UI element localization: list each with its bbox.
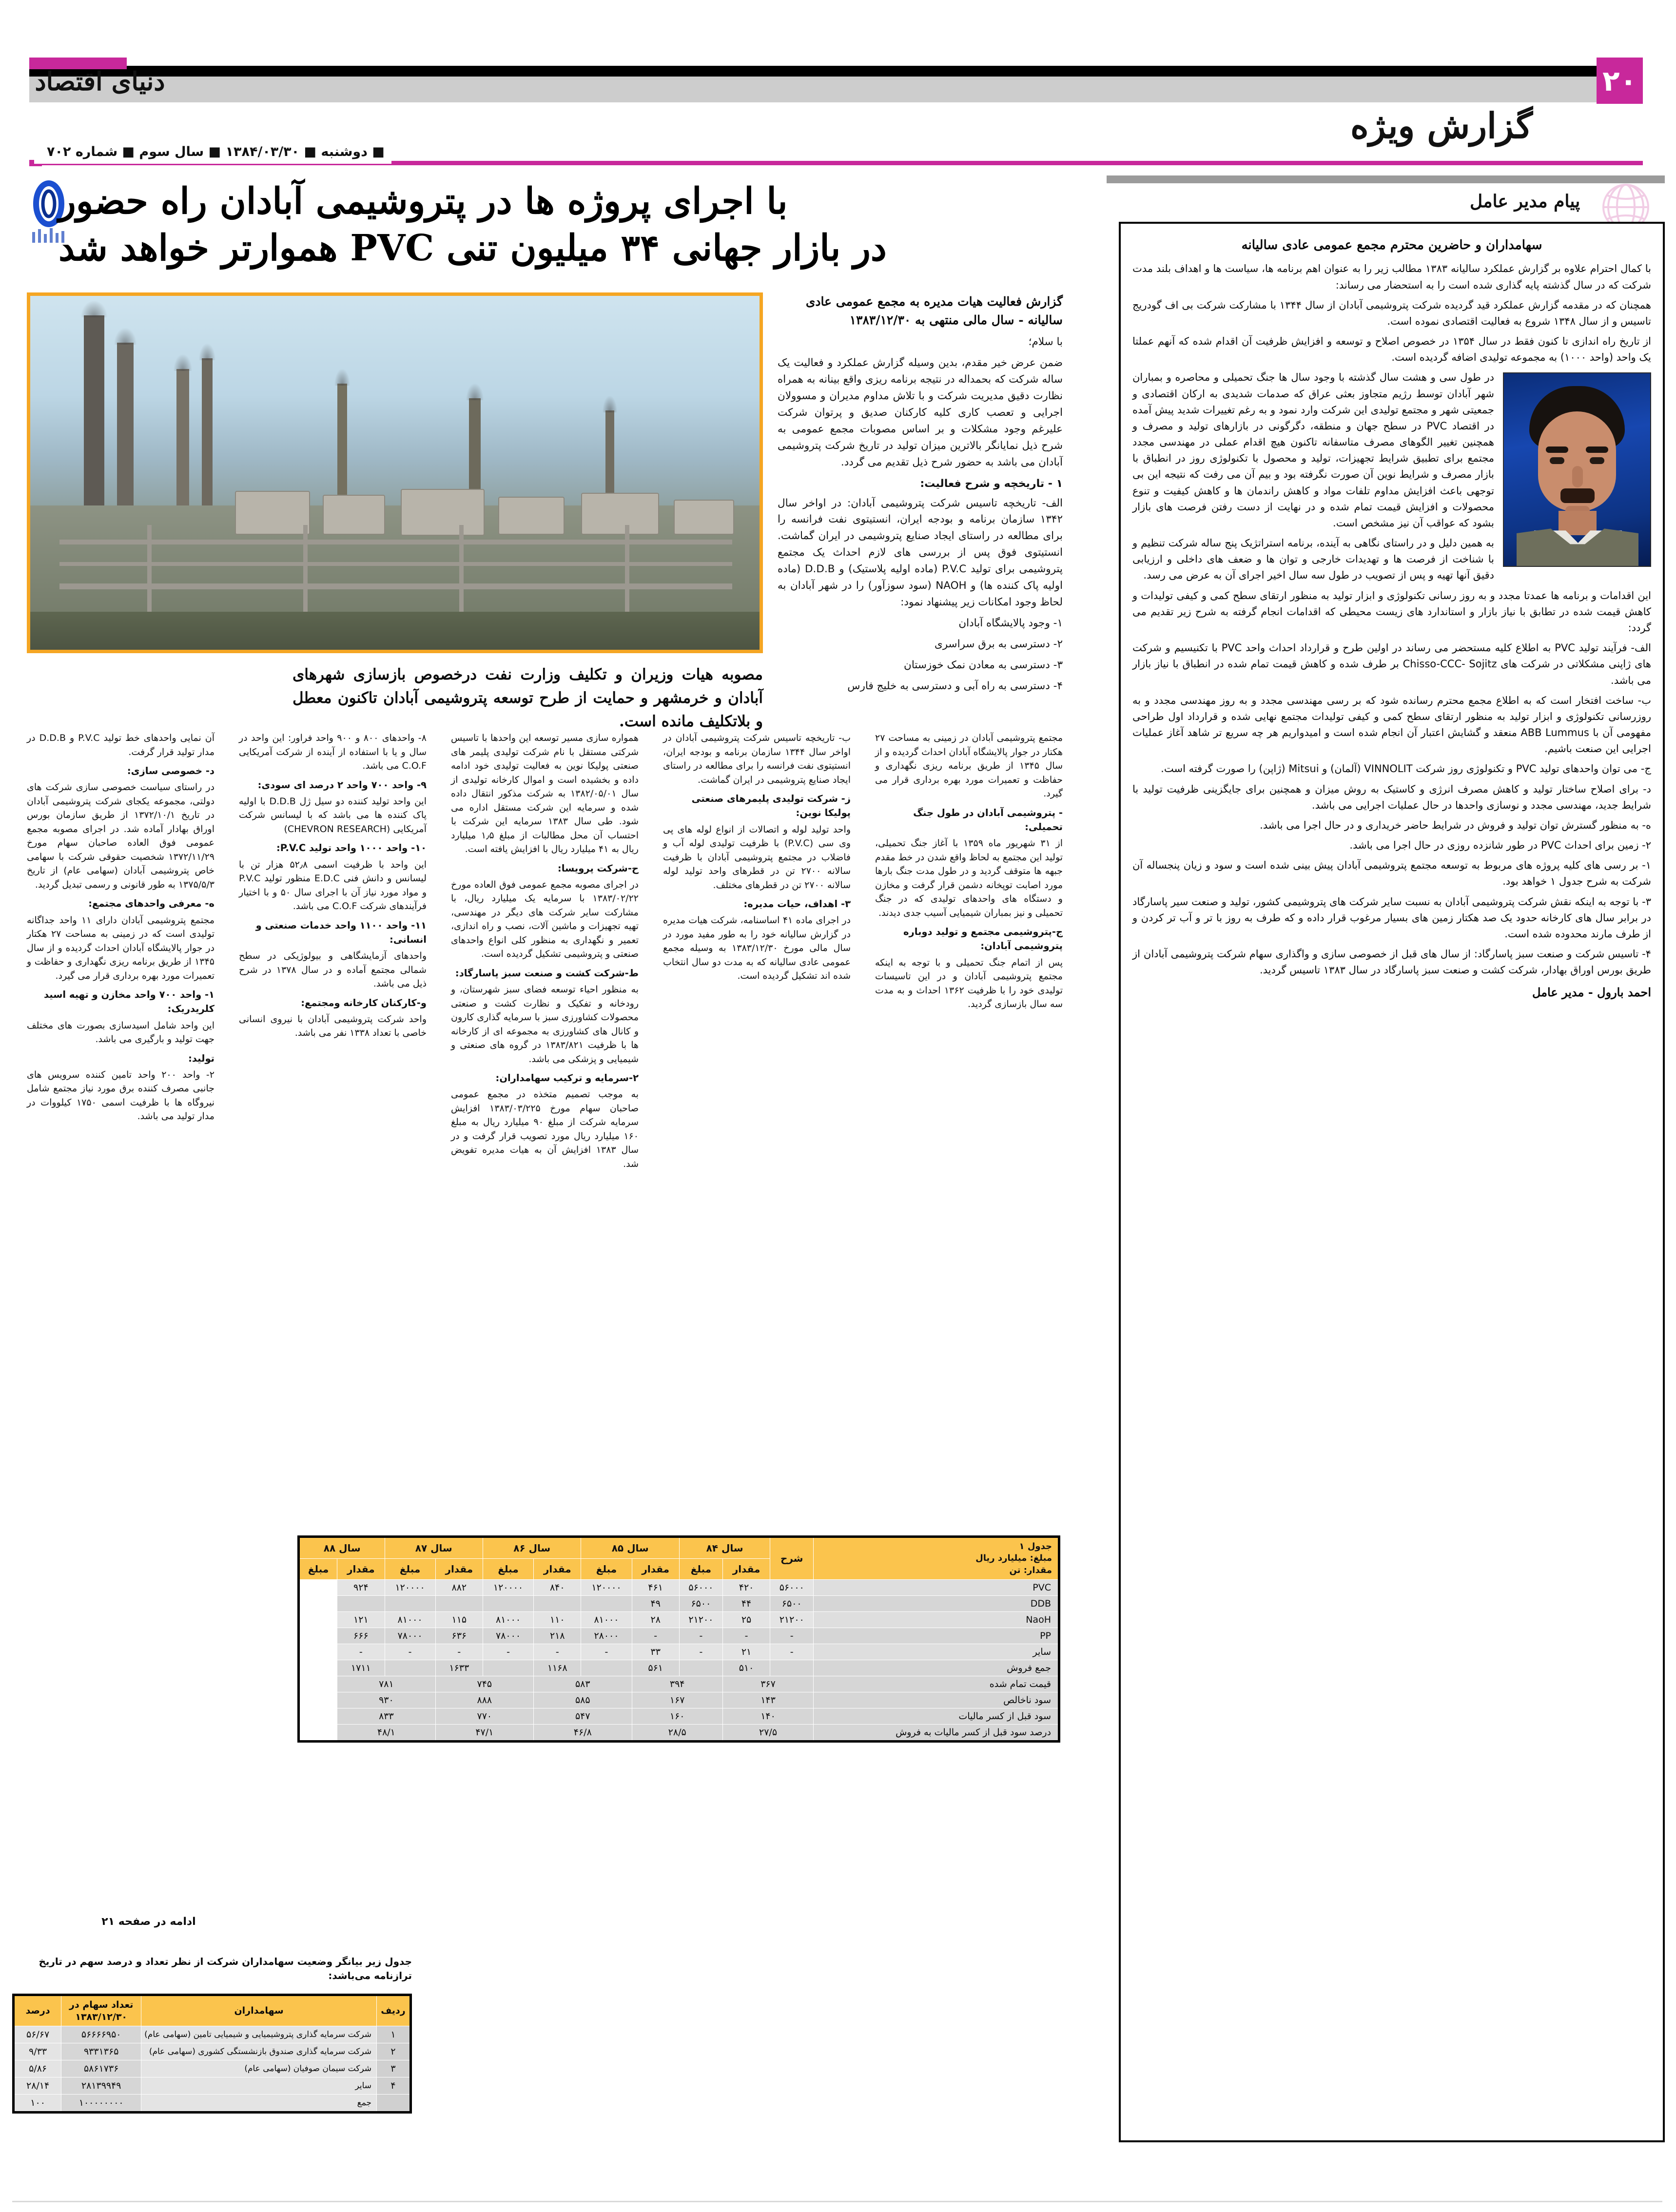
share-percent: ۱۰۰ bbox=[14, 2095, 61, 2113]
cell: - bbox=[581, 1644, 632, 1660]
table1-year-2: سال ۸۶ bbox=[483, 1537, 581, 1559]
lead-paragraph-1: ضمن عرض خیر مقدم، بدین وسیله گزارش عملکرد و فعالیت یک ساله شرکت که بحمداله در نتیجه برنامه ریزی واقع بینانه به همراه نظارت دقیق مدیریت شرکت و با تلاش مداوم مدیران و مسوولان اجرایی و تعصب کاری کلیه کارکنان صدیق و پرتوان شرکت علیرغم وجود مشکلات و بر اساس مصوبات مجمع عمومی به شرح ذیل نمایانگر بالاترین میزان تولید در تاریخ شرکت پتروشیمی آبادان می باشد به حضور شرح ذیل تقدیم می گردد. bbox=[778, 356, 1063, 468]
shareholder-name: شرکت سرمایه گذاری پتروشیمیایی و شیمیایی تامین (سهامی عام) bbox=[141, 2026, 377, 2043]
table1-caption bbox=[814, 1537, 1059, 1580]
row-index: ۴ bbox=[377, 2077, 411, 2095]
cell: ۱۱۶۸ bbox=[534, 1660, 581, 1676]
cell: ۱۲۰۰۰۰ bbox=[385, 1579, 435, 1595]
col2-text-1: واحد تولید لوله و اتصالات از انواع لوله های پی وی سی (P.V.C) با ظرفیت تولیدی لوله آب و فاضلاب در مجتمع پتروشیمی آبادان با ظرفیت سالانه ۲۷۰۰ تن در قطرهای واحد تولید لوله سالانه ۲۷۰۰ تن در قطرهای مختلف. bbox=[663, 824, 851, 891]
article-columns bbox=[27, 731, 1063, 1511]
cell bbox=[435, 1595, 483, 1611]
cell: ۷۸۰۰۰ bbox=[483, 1628, 533, 1644]
col5-head-3: ۱- واحد ۷۰۰ واحد مخازن و تهیه اسید کلریدریک: bbox=[44, 989, 214, 1015]
cell: ۲۱۲۰۰ bbox=[770, 1611, 814, 1628]
row-index: ۲ bbox=[377, 2043, 411, 2060]
cell: - bbox=[722, 1628, 770, 1644]
cell: ۷۴۵ bbox=[435, 1676, 533, 1692]
row-label: NaoH bbox=[814, 1611, 1059, 1628]
cell: ۲۸/۵ bbox=[632, 1724, 722, 1741]
share-count: ۲۸۱۳۹۹۴۹ bbox=[61, 2077, 141, 2095]
cell: - bbox=[679, 1644, 722, 1660]
share-percent: ۹/۳۳ bbox=[14, 2043, 61, 2060]
cell: ۶۳۶ bbox=[435, 1628, 483, 1644]
cell bbox=[385, 1660, 435, 1676]
cell: ۴۹ bbox=[632, 1595, 679, 1611]
row-index: ۱ bbox=[377, 2026, 411, 2043]
cell: ۸۴۰ bbox=[534, 1579, 581, 1595]
cell: ۱۴۰ bbox=[722, 1708, 813, 1724]
table-total-row bbox=[14, 2095, 411, 2113]
table-row bbox=[14, 2060, 411, 2077]
col5-text-3: این واحد شامل اسیدسازی بصورت های مختلف جهت تولید و بارگیری می باشد. bbox=[27, 1020, 214, 1045]
table-row bbox=[14, 2026, 411, 2043]
ceo-paragraph: ب- ساخت افتخار است که به اطلاع مجمع محترم رسانده شود که بر رسی مهندسی مجدد و به روز مهندسی مجدد و به روزرسانی تکنولوژی و ابزار تولید به منظور ارتقای سطح کمی و کیفی تولیدات مجتمع نهایی شده و قرارداد اول طراحی مفهومی آن با ABB Lummus منعقد و گشایش اعتبار آن انجام شده است و امیدواریم هر چه سریع تر شاهد آغاز عملیات اجرایی این صنعت باشیم. bbox=[1132, 694, 1651, 755]
cell: ۱۶۰ bbox=[632, 1708, 722, 1724]
subhead-qty-3: مقدار bbox=[435, 1559, 483, 1580]
ceo-paragraph: ه- به منظور گسترش توان تولید و فروش در شرایط حاضر خریداری و در حال اجرا می باشد. bbox=[1260, 819, 1651, 831]
col4-text-3: واحدهای آزمایشگاهی و بیولوژیکی در سطح شمالی مجتمع آماده و در سال ۱۳۷۸ در شرح ذیل می باشد. bbox=[239, 951, 427, 989]
row-label: درصد سود قبل از کسر مالیات به فروش bbox=[814, 1724, 1059, 1741]
row-label: جمع فروش bbox=[814, 1660, 1059, 1676]
share-percent: ۲۸/۱۴ bbox=[14, 2077, 61, 2095]
lead-bullet-2: ۲- دسترسی به برق سراسری bbox=[934, 638, 1063, 651]
row-label: PP bbox=[814, 1628, 1059, 1644]
cell: - bbox=[679, 1628, 722, 1644]
ceo-paragraph: ۱- بر رسی های کلیه پروژه های مربوط به توسعه مجتمع پتروشیمی آبادان پیش بینی شده است و سود و زیان پنجساله آن شرکت به شرح جدول ۱ خواهد بود. bbox=[1132, 859, 1651, 888]
cell bbox=[337, 1595, 385, 1611]
cell: - bbox=[337, 1644, 385, 1660]
ceo-message-body bbox=[1132, 261, 1651, 978]
cell: ۴۴ bbox=[722, 1595, 770, 1611]
table-row bbox=[299, 1579, 1059, 1595]
col5-text-0: آن نمایی واحدهای خط تولید P.V.C و D.D.B در مدار تولید قرار گرفت. bbox=[27, 733, 214, 757]
subhead-qty-0: مقدار bbox=[722, 1559, 770, 1580]
col2-text-0: ب- تاریخچه تاسیس شرکت پتروشیمی آبادان در اواخر سال ۱۳۴۴ سازمان برنامه و بودجه ایران، انستیتوی نفت فرانسه را برای مطالعه در راستای ایجاد صنایع پتروشیمی در ایران گماشت. bbox=[663, 733, 851, 785]
cell: ۲۸۰۰۰ bbox=[581, 1628, 632, 1644]
ceo-portrait-photo bbox=[1503, 372, 1651, 567]
financial-projection-table bbox=[297, 1535, 1060, 1743]
lead-column bbox=[778, 292, 1063, 699]
ceo-paragraph: ۳- با توجه به اینکه نقش شرکت پتروشیمی آبادان به نسبت سایر شرکت های پتروشیمی کشور، تولید و صنعت سیر پاسارگاد در برابر سال های کارخانه حدود یک صد هکتار زمین های بسیار مرغوب قرار داده و که طرف به روز با تر و آب تر کردن و از طرف مارند محدوده شده است. bbox=[1132, 895, 1651, 940]
th-index: ردیف bbox=[377, 1995, 411, 2026]
col4-head-3: ۱۱- واحد ۱۱۰۰ واحد خدمات صنعتی و انسانی: bbox=[255, 919, 427, 945]
table-summary-row bbox=[299, 1692, 1059, 1708]
col3-text-0: همواره سازی مسیر توسعه این واحدها با تاسیس شرکتی مستقل با نام شرکت تولیدی پلیمر های صنعتی پولیکا نوین به فعالیت تولیدی خود ادامه داده و بخشیده است و اموال کارخانه تولیدی از سال ۱۳۸۲/۰۵/۰۱ به شرکت مذکور انتقال داده شده و سرمایه این شرکت مستقل اداره می شود. طی سال ۱۳۸۳ سرمایه این شرکت با احتساب آن محل مطالبات از مبلغ ۱٫۵ میلیارد ریال به ۴۱ میلیارد ریال با افزایش یافته است. bbox=[451, 733, 639, 854]
subhead-amt-0: مبلغ bbox=[679, 1559, 722, 1580]
ceo-signature: احمد بارول - مدیر عامل bbox=[1532, 985, 1651, 1000]
shareholders-table bbox=[12, 1994, 412, 2114]
col1-text-1: از ۳۱ شهریور ماه ۱۳۵۹ با آغاز جنگ تحمیلی، تولید این مجتمع به لحاظ واقع شدن در خط مقدم جبهه ها متوقف گردید و در طول مدت جنگ بارها مورد اصابت توپخانه دشمن قرار گرفت و مخازن و دستگاه های واحدهای تولیدی که در جنگ تحمیلی و نیز بمباران شیمیایی آسیب جدی دیدند. bbox=[875, 838, 1063, 918]
shareholder-name: شرکت سرمایه گذاری صندوق بازنشستگی کشوری (سهامی عام) bbox=[141, 2043, 377, 2060]
share-count: ۵۸۶۱۷۳۶ bbox=[61, 2060, 141, 2077]
table-row bbox=[299, 1628, 1059, 1644]
cell bbox=[679, 1660, 722, 1676]
row-label: قیمت تمام شده bbox=[814, 1676, 1059, 1692]
col4-text-2: این واحد با ظرفیت اسمی ۵۲٫۸ هزار تن با لیسانس و دانش فنی E.D.C منظور تولید P.V.C و مواد مورد نیاز آن با اجرای سال ۵۰ و با اختیار فرآیندهای شرکت C.O.F می باشد. bbox=[239, 859, 427, 912]
ceo-paragraph: این اقدامات و برنامه ها عمدتا مجدد و به روز رسانی تکنولوژی و ابزار تولید به منظور ارتقای سطح کمی و کیفی تولیدات و کاهش قیمت شده در تطابق با نیاز بازار و استاندارد های زیست محیطی که اقدامات انجام گرفته به شرح زیر تقدیم می گردد: bbox=[1132, 589, 1651, 634]
cell: ۹۳۰ bbox=[337, 1692, 435, 1708]
lead-greeting: با سلام؛ bbox=[1028, 336, 1063, 348]
col1-text-2: پس از اتمام جنگ تحمیلی و با توجه به اینکه مجتمع پتروشیمی آبادان و در این تاسیسات تولیدی خود را با ظرفیت ۱۳۶۲ احداث و به مدت سه سال بازسازی گردید. bbox=[875, 957, 1063, 1009]
cell: - bbox=[483, 1644, 533, 1660]
cell: ۸۱۰۰۰ bbox=[385, 1611, 435, 1628]
headline-line-1: با اجرای پروژه ها در پتروشیمی آبادان راه حضور bbox=[58, 180, 788, 222]
cell: ۵۴۷ bbox=[534, 1708, 632, 1724]
cell: ۴۷/۱ bbox=[435, 1724, 533, 1741]
cell: - bbox=[534, 1644, 581, 1660]
col5-head-4: تولید: bbox=[188, 1052, 214, 1064]
hero-photo-caption: مصوبه هیات وزیران و تکلیف وزارت نفت درخصوص بازسازی شهرهای آبادان و خرمشهر و حمایت از طرح توسعه پتروشیمی آبادان تاکنون معطل و بلاتکلیف مانده است. bbox=[292, 666, 763, 731]
row-index bbox=[377, 2095, 411, 2113]
cell: ۸۱۰۰۰ bbox=[581, 1611, 632, 1628]
table1-year-3: سال ۸۷ bbox=[385, 1537, 483, 1559]
cell: ۲۸ bbox=[632, 1611, 679, 1628]
table1-units-2: مقدار: تن bbox=[1009, 1565, 1052, 1575]
col3-text-2: به منظور احیاء توسعه فضای سبز شهرستان، و رودخانه و تفکیک و نظارت کشت و صنعتی محصولات کشاورزی سبز با سرمایه گذاری کارون و کانال های کشاورزی به مجموعه ای از کارخانه ها با ظرفیت ۱۳۸۳/۸۲۱ در گروه های صنعتی و شیمیایی و پزشکی می باشد. bbox=[451, 984, 639, 1065]
subhead-qty-1: مقدار bbox=[632, 1559, 679, 1580]
row-label: DDB bbox=[814, 1595, 1059, 1611]
article-column-3 bbox=[451, 731, 639, 1175]
paper-logo: دنیای اقتصاد bbox=[35, 67, 165, 97]
col3-head-2: ط-شرکت کشت و صنعت سبز پاسارگاد: bbox=[455, 967, 639, 979]
table-row bbox=[299, 1595, 1059, 1611]
cell bbox=[385, 1595, 435, 1611]
table-row bbox=[14, 2077, 411, 2095]
cell: - bbox=[770, 1628, 814, 1644]
col3-head-1: ح-شرکت پرویسا: bbox=[557, 862, 639, 874]
table-header-row-years bbox=[299, 1537, 1059, 1559]
ceo-paragraph: د- برای اصلاح ساختار تولید و کاهش مصرف انرژی و کاستیک به روش میزان و همچنین برای جایگزینی ظرفیت تولید با شرایط جدید، مهندسی مجدد و نوسازی واحدها در حال عملیات اجرایی می باشد. bbox=[1132, 783, 1651, 811]
continued-on-page-note: ادامه در صفحه ۲۱ bbox=[101, 1916, 196, 1928]
cell: ۵۶۱ bbox=[632, 1660, 679, 1676]
cell: ۱۷۱۱ bbox=[337, 1660, 385, 1676]
ceo-panel-topbar bbox=[1107, 175, 1665, 183]
col5-head-1: د- خصوصی سازی: bbox=[127, 765, 214, 776]
cell: ۱۱۵ bbox=[435, 1611, 483, 1628]
ceo-paragraph: الف- فرآیند تولید PVC به اطلاع کلیه مستحضر می رساند در اولین طرح و قرارداد احداث واحد PVC با تکنیسیم و شرکت های ژاپنی مشکلاتی در شرکت های Chisso-CCC- Sojitz بر طرف شده و کاهش قیمت تمام شده در انطباق با نیاز بازار می باشد. bbox=[1132, 642, 1651, 686]
share-count: ۵۶۶۶۶۹۵۰ bbox=[61, 2026, 141, 2043]
shareholder-name: شرکت سیمان صوفیان (سهامی عام) bbox=[141, 2060, 377, 2077]
table1-desc-header: شرح bbox=[770, 1537, 814, 1580]
shareholders-table-intro: جدول زیر بیانگر وضعیت سهامداران شرکت از نظر تعداد و درصد سهم در تاریخ ترازنامه می‌باشد: bbox=[39, 1956, 412, 1981]
cell: ۸۳۳ bbox=[337, 1708, 435, 1724]
col1-head-1: - پتروشیمی آبادان در طول جنگ تحمیلی: bbox=[913, 807, 1063, 833]
article-column-5 bbox=[27, 731, 214, 1128]
cell: ۵۸۳ bbox=[534, 1676, 632, 1692]
dateline: ■ دوشنبه ■ ۱۳۸۴/۰۳/۳۰ ■ سال سوم ■ شماره ۷۰۲ bbox=[34, 144, 391, 164]
subhead-qty-2: مقدار bbox=[534, 1559, 581, 1580]
cell: ۲۵ bbox=[722, 1611, 770, 1628]
row-label: سود ناخالص bbox=[814, 1692, 1059, 1708]
cell bbox=[483, 1660, 533, 1676]
cell: ۳۶۷ bbox=[722, 1676, 813, 1692]
cell: - bbox=[385, 1644, 435, 1660]
cell: - bbox=[770, 1644, 814, 1660]
col5-head-2: ه- معرفی واحدهای مجتمع: bbox=[88, 898, 214, 910]
page-bottom-rule bbox=[12, 2201, 1662, 2202]
cell: ۲۱۲۰۰ bbox=[679, 1611, 722, 1628]
article-column-1 bbox=[875, 731, 1063, 1016]
cell: ۴۶۱ bbox=[632, 1579, 679, 1595]
cell: ۶۵۰۰ bbox=[770, 1595, 814, 1611]
article-column-2 bbox=[663, 731, 851, 988]
table-row bbox=[14, 2043, 411, 2060]
share-count: ۱۰۰۰۰۰۰۰۰ bbox=[61, 2095, 141, 2113]
cell bbox=[534, 1595, 581, 1611]
subhead-amt-4: مبلغ bbox=[299, 1559, 337, 1580]
cell: ۱۲۰۰۰۰ bbox=[581, 1579, 632, 1595]
table-row bbox=[299, 1611, 1059, 1628]
col1-text-0: مجتمع پتروشیمی آبادان در زمینی به مساحت ۲۷ هکتار در جوار پالایشگاه آبادان احداث گردیده و از سال ۱۳۴۵ از طریق برنامه ریزی نگهداری و حفاظت و تعمیرات مورد بهره برداری قرار می گیرد. bbox=[875, 733, 1063, 799]
th-percent: درصد bbox=[14, 1995, 61, 2026]
col4-text-0: ۸- واحدهای ۸۰۰ و ۹۰۰ واحد فراور: این واحد در سال و یا با استفاده از آینده از شرکت آمریکایی C.O.F می باشد. bbox=[239, 733, 427, 771]
subhead-amt-3: مبلغ bbox=[385, 1559, 435, 1580]
table-summary-row bbox=[299, 1724, 1059, 1741]
cell: ۱۲۰۰۰۰ bbox=[483, 1579, 533, 1595]
lead-bullet-3: ۳- دسترسی به معادن نمک خوزستان bbox=[904, 659, 1063, 672]
table-header-row bbox=[14, 1995, 411, 2026]
lead-subhead-1: ۱ - تاریخچه و شرح فعالیت: bbox=[920, 477, 1063, 490]
cell: ۱۱۰ bbox=[534, 1611, 581, 1628]
article-column-4 bbox=[239, 731, 427, 1045]
table-summary-row bbox=[299, 1676, 1059, 1692]
ceo-paragraph: با کمال احترام علاوه بر گزارش عملکرد سالیانه ۱۳۸۳ مطالب زیر را به عنوان اهم برنامه ها، سیاست ها و اهداف بلند مدت شرکت که در سال گذشته پایه گذاری شده است را به استحضار می رساند: bbox=[1132, 263, 1651, 291]
col3-text-1: در اجرای مصوبه مجمع عمومی فوق العاده مورخ ۱۳۸۳/۰۲/۲۲ با سرمایه یک میلیارد ریال، با مشارکت سایر شرکت های دیگر در مهندسی، تهیه تجهیزات و ماشین آلات، نصب و راه اندازی، تعمیر و نگهداری به منظور کلی انواع واحدهای صنعتی و پتروشیمی تشکیل گردیده است. bbox=[451, 879, 639, 960]
cell: ۶۵۰۰ bbox=[679, 1595, 722, 1611]
lead-bullet-4: ۴- دسترسی به راه آبی و دسترسی به خلیج فارس bbox=[847, 680, 1063, 693]
cell: ۲۱۸ bbox=[534, 1628, 581, 1644]
row-index: ۳ bbox=[377, 2060, 411, 2077]
cell: ۱۶۷ bbox=[632, 1692, 722, 1708]
col5-text-2: مجتمع پتروشیمی آبادان دارای ۱۱ واحد جداگانه تولیدی است که در زمینی به مساحت ۲۷ هکتار در جوار پالایشگاه آبادان احداث گردیده و از سال ۱۳۴۵ از طریق برنامه ریزی نگهداری و حفاظت و تعمیرات مورد بهره برداری قرار می گیرد. bbox=[27, 914, 215, 981]
masthead-black-bar bbox=[29, 66, 1643, 77]
share-percent: ۵۶/۶۷ bbox=[14, 2026, 61, 2043]
share-count: ۹۳۳۱۳۶۵ bbox=[61, 2043, 141, 2060]
lead-subbody-1: الف- تاریخچه تاسیس شرکت پتروشیمی آبادان: در اواخر سال ۱۳۴۲ سازمان برنامه و بودجه ایران، انستیتوی نفت فرانسه را برای مطالعه در راستای ایجاد صنایع پتروشیمی در ایران گماشت. انستیتوی فوق پس از بررسی های لازم احداث یک مجتمع پتروشیمی برای تولید P.V.C (ماده اولیه پلاستیک) و D.D.B (ماده اولیه پاک کننده ها) و NAOH (سود سوزآور) را در شهر آبادان به لحاظ وجود امکانات زیر پیشنهاد نمود: bbox=[778, 497, 1063, 609]
ceo-paragraph: ج- می توان واحدهای تولید PVC و تکنولوژی روز شرکت VINNOLIT (آلمان) و Mitsui (ژاپن) را صورت گرفته است. bbox=[1161, 763, 1651, 775]
table-summary-row bbox=[299, 1708, 1059, 1724]
cell: ۵۸۵ bbox=[534, 1692, 632, 1708]
shareholder-name: سایر bbox=[141, 2077, 377, 2095]
th-shareholder: سهامداران bbox=[141, 1995, 377, 2026]
row-label: سود قبل از کسر مالیات bbox=[814, 1708, 1059, 1724]
ceo-paragraph: از تاریخ راه اندازی تا کنون فقط در سال ۱۳۵۴ در خصوص اصلاح و توسعه و افزایش ظرفیت آن اقدام شده که آنهم عملتا یک واحد (واحد ۱۰۰۰) به مجموعه تولیدی اضافه گردیده است. bbox=[1132, 335, 1651, 364]
table-row bbox=[299, 1660, 1059, 1676]
cell: ۱۲۱ bbox=[337, 1611, 385, 1628]
cell: - bbox=[632, 1628, 679, 1644]
cell bbox=[581, 1660, 632, 1676]
cell: ۵۱۰ bbox=[722, 1660, 770, 1676]
ceo-paragraph: ۴- تاسیس شرکت و صنعت سبز پاسارگاد: از سال های قبل از خصوصی سازی و واگذاری سهام شرکت پتروشیمی آبادان از طریق بورس اوراق بهادار، شرکت کشت و صنعت سبز پاسارگاد در سال ۱۳۸۳ تاسیس گردید. bbox=[1132, 948, 1651, 976]
col4-text-1: این واحد تولید کننده دو سیل ژل D.D.B با اولیه پاک کننده ها می باشد که با لیسانس شرکت آمریکایی (CHEVRON RESEARCH) bbox=[239, 796, 427, 834]
cell: ۳۳ bbox=[632, 1644, 679, 1660]
share-percent: ۵/۸۶ bbox=[14, 2060, 61, 2077]
cell: ۷۸۱ bbox=[337, 1676, 435, 1692]
main-headline bbox=[58, 178, 1063, 272]
col4-text-4: واحد شرکت پتروشیمی آبادان با نیروی انسانی خاصی با تعداد ۱۳۳۸ نفر می باشد. bbox=[239, 1013, 427, 1039]
subhead-amt-2: مبلغ bbox=[483, 1559, 533, 1580]
table-row bbox=[299, 1644, 1059, 1660]
cell bbox=[581, 1595, 632, 1611]
cell bbox=[483, 1595, 533, 1611]
cell: ۲۷/۵ bbox=[722, 1724, 813, 1741]
page-section-title: گزارش ویژه bbox=[1350, 105, 1533, 146]
cell: ۴۸/۱ bbox=[337, 1724, 435, 1741]
ceo-paragraph: به همین دلیل و در راستای نگاهی به آینده، برنامه استراتژیک پنج ساله شرکت تنظیم و با شناخت از فرصت ها و تهدیدات خارجی و توان ها و ضعف های داخلی و ارزیابی دقیق آنها تهیه و پس از تصویب در طول سه سال اخیر اجرای آن به عرض می رسد. bbox=[1132, 537, 1494, 582]
cell: ۷۸۰۰۰ bbox=[385, 1628, 435, 1644]
cell bbox=[770, 1660, 814, 1676]
lead-bullet-1: ۱- وجود پالایشگاه آبادان bbox=[958, 617, 1063, 630]
col2-head-2: ۳- اهداف، حیات مدیره: bbox=[743, 898, 851, 910]
col4-head-1: ۹- واحد ۷۰۰ واحد ۲ درصد ای سودی: bbox=[257, 779, 427, 791]
cell: ۲۱ bbox=[722, 1644, 770, 1660]
table1-year-1: سال ۸۵ bbox=[581, 1537, 679, 1559]
col5-text-1: در راستای سیاست خصوصی سازی شرکت های دولتی، مجموعه یکجای شرکت پتروشیمی آبادان در تاریخ ۱۳۷۲/۱۰/۱ از طریق سازمان بورس اوراق بهادار آماده شد. در اجرای مصوبه مجمع عمومی فوق العاده صاحبان سهام مورخ ۱۳۷۲/۱۱/۲۹ شخصیت حقوقی شرکت با سهامی خاص پتروشیمی آبادان (سهامی عام) از تاریخ ۱۳۷۵/۵/۳ به طور قانونی و رسمی تبدیل گردید. bbox=[27, 782, 214, 890]
cell: ۴۶/۸ bbox=[534, 1724, 632, 1741]
col4-head-4: و-کارکنان کارخانه ومجتمع: bbox=[301, 997, 427, 1009]
masthead-grey-bar bbox=[29, 77, 1618, 102]
cell: ۸۱۰۰۰ bbox=[483, 1611, 533, 1628]
subhead-qty-4: مقدار bbox=[337, 1559, 385, 1580]
cell: ۸۸۸ bbox=[435, 1692, 533, 1708]
headline-line-2: در بازار جهانی ۳۴ میلیون تنی PVC هموارتر خواهد شد bbox=[58, 227, 887, 270]
th-shares: تعداد سهام در ۱۳۸۳/۱۲/۳۰ bbox=[61, 1995, 141, 2026]
table1-year-4: سال ۸۸ bbox=[299, 1537, 385, 1559]
col4-head-2: ۱۰- واحد ۱۰۰۰ واحد تولید P.V.C: bbox=[276, 842, 427, 854]
row-label: PVC bbox=[814, 1579, 1059, 1595]
lead-title: گزارش فعالیت هیات مدیره به مجمع عمومی عادی سالیانه - سال مالی منتهی به ۱۳۸۳/۱۲/۳۰ bbox=[805, 294, 1063, 327]
cell: ۹۲۴ bbox=[337, 1579, 385, 1595]
ceo-message-box bbox=[1119, 222, 1665, 2142]
col3-text-3: به موجب تصمیم متخذه در مجمع عمومی صاحبان سهام مورخ ۱۳۸۳/۰۳/۲۲۵ افزایش سرمایه شرکت از مبلغ ۹۰ میلیارد ریال به مبلغ ۱۶۰ میلیارد ریال مورد تصویب قرار گرفت و در سال ۱۳۸۳ افزایش آن به هیات مدیره تفویض شد. bbox=[451, 1089, 639, 1169]
shareholder-name: جمع bbox=[141, 2095, 377, 2113]
table1-year-0: سال ۸۴ bbox=[679, 1537, 770, 1559]
ceo-paragraph: در طول سی و هشت سال گذشته با وجود سال ها جنگ تحمیلی و محاصره و بمباران شهر آبادان توسط رژیم متجاوز بعثی عراق که صدمات شدیدی به ارکان اقتصادی و جمعیتی شهر و مجتمع تولیدی این شرکت وارد نمود و به رغم تغییرات شدید پیش آمده در اقتصاد PVC در سطح جهان و منطقه، دگرگونی در بازارهای تولید و مصرف و همچنین تغییر الگوهای مصرف متاسفانه تاکنون هیچ اقدام عملی در مهندسی مجدد مجتمع برای تطبیق شرایط تجهیزات، تولید و محصول با تکنولوژی روز در انطباق با بازار مصرف و شرایط نوین آن صورت نگرفته بود و بیم آن می رفت که نتیجه این بی توجهی باعث افزایش مداوم تلفات مواد و کاهش راندمان ها و کاهش کیفیت و تنوع محصولات و افزایش قیمت تمام شده و در نهایت از دست رفتن فرصت های بازار بشود که عواقب آن نیز مشخص است. bbox=[1132, 371, 1494, 529]
page-number-badge: ۲۰ bbox=[1597, 58, 1643, 104]
cell: ۸۸۲ bbox=[435, 1579, 483, 1595]
cell: ۱۴۳ bbox=[722, 1692, 813, 1708]
cell: ۶۶۶ bbox=[337, 1628, 385, 1644]
col2-head-1: ز- شرکت تولیدی پلیمرهای صنعتی پولیکا نوین: bbox=[691, 793, 851, 819]
cell: ۱۶۳۳ bbox=[435, 1660, 483, 1676]
cell: ۴۲۰ bbox=[722, 1579, 770, 1595]
table1-units-1: مبلغ: میلیارد ریال bbox=[975, 1553, 1052, 1564]
col3-head-3: ۲-سرمایه و ترکیب سهامداران: bbox=[495, 1072, 639, 1084]
subhead-amt-1: مبلغ bbox=[581, 1559, 632, 1580]
ceo-salutation: سهامداران و حاضرین محترم مجمع عمومی عادی سالیانه bbox=[1241, 238, 1542, 252]
cell: ۵۶۰۰۰ bbox=[770, 1579, 814, 1595]
cell: ۳۹۴ bbox=[632, 1676, 722, 1692]
col5-text-4: ۲- واحد ۲۰۰ واحد تامین کننده سرویس های جانبی مصرف کننده برق مورد نیاز مجتمع شامل نیروگاه ها با ظرفیت اسمی ۱۷۵۰ کیلووات در مدار تولید می باشد. bbox=[27, 1069, 215, 1122]
col1-head-2: ج-پتروشیمی مجتمع و تولید دوباره پتروشیمی آبادان: bbox=[903, 926, 1063, 952]
col2-text-2: در اجرای ماده ۴۱ اساسنامه، شرکت هیات مدیره در گزارش سالیانه خود را به طور مفید مورد در سال مالی مورخ ۱۳۸۳/۱۲/۳۰ به وسیله مجمع عمومی عادی سالیانه که به مدت دو سال انتخاب شده اند تشکیل گردیده است. bbox=[663, 915, 851, 982]
cell: - bbox=[435, 1644, 483, 1660]
cell: ۵۶۰۰۰ bbox=[679, 1579, 722, 1595]
cell: ۷۷۰ bbox=[435, 1708, 533, 1724]
refinery-photo bbox=[27, 292, 763, 653]
ceo-paragraph: همچنان که در مقدمه گزارش عملکرد قید گردیده شرکت پتروشیمی آبادان از سال ۱۳۴۴ با مشارکت شرکت بی اف گودریج تاسیس و از سال ۱۳۴۸ شروع به فعالیت اقتصادی نموده است. bbox=[1132, 299, 1651, 327]
row-label: سایر bbox=[814, 1644, 1059, 1660]
ceo-paragraph: ۲- زمین برای احداث PVC در طور شانزده روزی در حال اجرا می باشد. bbox=[1349, 839, 1651, 852]
table1-title: جدول ۱ bbox=[1019, 1541, 1052, 1552]
ceo-panel-label: پیام مدیر عامل bbox=[1470, 191, 1580, 212]
